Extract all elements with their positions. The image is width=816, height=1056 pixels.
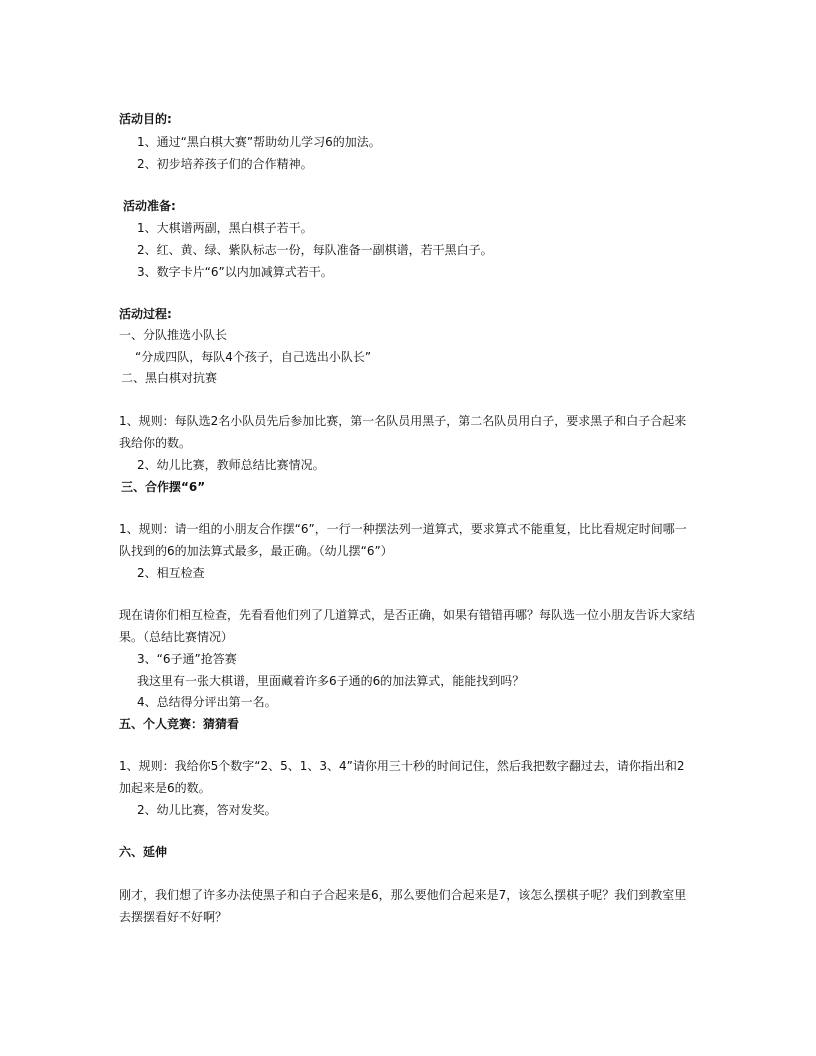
goal-item-1: 1、通过“黑白棋大赛”帮助幼儿学习6的加法。 [137,135,381,149]
part3-check-line-1: 现在请你们相互检查，先看看他们列了几道算式，是否正确，如果有错错再哪？每队选一位小朋友告诉大家结 [119,608,696,622]
part1-quote: “分成四队，每队4个孩子，自己选出小队长” [135,350,372,364]
part2-item-2: 2、幼儿比赛，教师总结比赛情况。 [137,458,325,472]
part2-rule-line-2: 我给你的数。 [119,436,192,450]
goal-item-2: 2、初步培养孩子们的合作精神。 [137,157,313,171]
prep-heading: 活动准备: [123,199,176,213]
prep-item-3: 3、数字卡片“6”以内加减算式若干。 [137,265,333,279]
part6-title: 六、延伸 [119,845,168,859]
part3-rule-line-1: 1、规则：请一组的小朋友合作摆“6”，一行一种摆法列一道算式，要求算式不能重复，比比看规定时间哪一 [119,522,687,536]
part6-text-line-2: 去摆摆看好不好啊？ [119,910,228,924]
part5-rule-line-2: 加起来是6的数。 [119,781,211,795]
part3-item-3: 3、“6子通”抢答赛 [137,652,237,666]
part3-title: 三、合作摆“6” [121,480,206,494]
part3-rule-line-2: 队找到的6的加法算式最多，最正确。（幼儿摆“6”） [119,544,393,558]
part3-item-4: 4、总结得分评出第一名。 [137,695,277,709]
part5-title: 五、个人竞赛：猜猜看 [119,717,240,731]
part5-rule-line-1: 1、规则：我给你5个数字“2、5、1、3、4”请你用三十秒的时间记住，然后我把数字翻过去，请你指出和2 [119,759,685,773]
process-heading: 活动过程: [119,307,172,321]
prep-item-1: 1、大棋谱两副，黑白棋子若干。 [137,221,313,235]
part3-item-3-text: 我这里有一张大棋谱，里面藏着许多6子通的6的加法算式，能能找到吗？ [137,674,525,688]
part2-rule-line-1: 1、规则：每队选2名小队员先后参加比赛，第一名队员用黑子，第二名队员用白子，要求黑子和白子合起来 [119,414,687,428]
part3-item-2: 2、相互检查 [137,566,205,580]
prep-item-2: 2、红、黄、绿、紫队标志一份，每队准备一副棋谱，若干黑白子。 [137,243,493,257]
part1-title: 一、分队推选小队长 [119,328,228,342]
part2-title: 二、黑白棋对抗赛 [121,371,218,385]
part3-check-line-2: 果。（总结比赛情况） [119,630,234,644]
part5-item-2: 2、幼儿比赛，答对发奖。 [137,803,277,817]
goal-heading: 活动目的: [119,112,172,126]
part6-text-line-1: 刚才，我们想了许多办法使黑子和白子合起来是6，那么要他们合起来是7，该怎么摆棋子呢？我们到教室里 [119,888,687,902]
